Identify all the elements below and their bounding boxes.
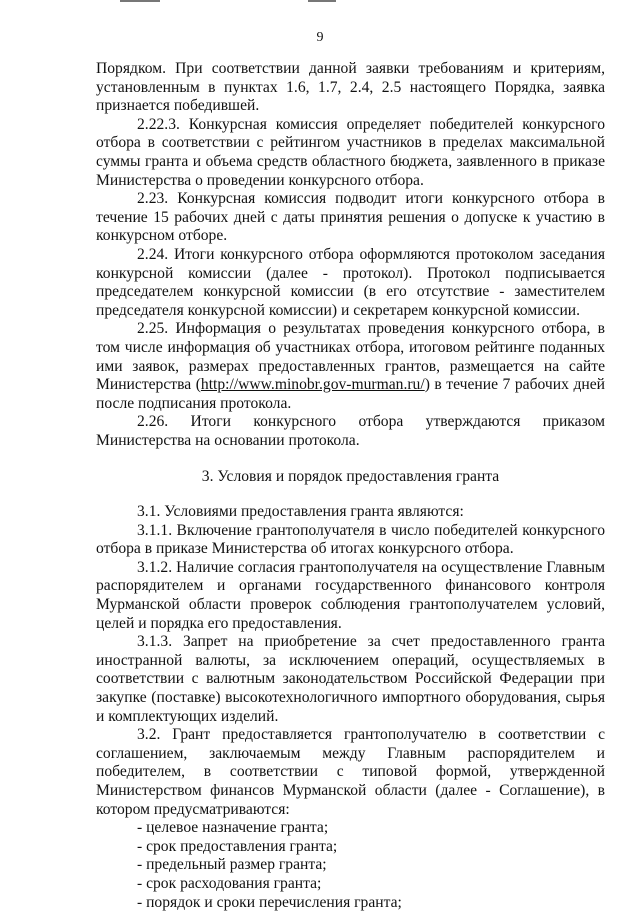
paragraph-2-25-text-before: 2.25. Информация о результатах проведения конкурсного отбора, в том числе информация об участниках отбора, итоговом рейтинге поданных ими заявок, размерах предоставленных грантов, размещается на сайте Министерства ( <box>96 320 605 394</box>
paragraph-2-26: 2.26. Итоги конкурсного отбора утверждаются приказом Министерства на основании протокола. <box>96 413 605 449</box>
paragraph-3-1-3: 3.1.3. Запрет на приобретение за счет предоставленного гранта иностранной валюты, за исключением операций, осуществляемых в соответствии с валютным законодательством Российской Федерации при закупке (поставке) высокотехнологичного импортного оборудования, сырья и комплектующих изделий. <box>96 633 605 725</box>
paragraph-2-24: 2.24. Итоги конкурсного отбора оформляются протоколом заседания конкурсной комиссии (далее - протокол). Протокол подписывается председателем конкурсной комиссии (в его отсутствие - заместителем председателя конкурсной комиссии) и секретарем конкурсной комиссии. <box>96 245 605 319</box>
scan-mark <box>120 0 160 2</box>
list-item: - срок расходования гранта; <box>137 874 322 892</box>
paragraph-2-22-3: 2.22.3. Конкурсная комиссия определяет победителей конкурсного отбора в соответствии с рейтингом участников в пределах максимальной суммы гранта и объема средств областного бюджета, заявленного в приказе Министерства о проведении конкурсного отбора. <box>96 115 605 189</box>
paragraph-2-25-text-after: ) в течение 7 рабочих дней после подписания протокола. <box>96 376 605 412</box>
ministry-website-link[interactable]: http://www.minobr.gov-murman.ru/ <box>200 376 425 394</box>
scan-mark <box>308 0 336 2</box>
list-item: - предельный размер гранта; <box>137 856 327 874</box>
list-item: - целевое назначение гранта; <box>137 819 329 837</box>
paragraph-2-25 <box>96 320 605 413</box>
section-3-heading: 3. Условия и порядок предоставления гранта <box>201 468 500 486</box>
agreement-terms-list <box>96 819 605 912</box>
page-number: 9 <box>316 30 324 45</box>
paragraph-3-1-1: 3.1.1. Включение грантополучателя в число победителей конкурсного отбора в приказе Министерства об итогах конкурсного отбора. <box>96 521 605 558</box>
document-body <box>96 60 605 912</box>
list-item: - порядок и сроки перечисления гранта; <box>137 893 402 911</box>
list-item: - срок предоставления гранта; <box>137 837 338 855</box>
paragraph-continuation: Порядком. При соответствии данной заявки требованиям и критериям, установленным в пунктах 1.6, 1.7, 2.4, 2.5 настоящего Порядка, заявка признается победившей. <box>96 60 605 115</box>
paragraph-3-1-2: 3.1.2. Наличие согласия грантополучателя на осуществление Главным распорядителем и органами государственного финансового контроля Мурманской области проверок соблюдения грантополучателем условий, целей и порядка его предоставления. <box>96 558 605 632</box>
paragraph-2-23: 2.23. Конкурсная комиссия подводит итоги конкурсного отбора в течение 15 рабочих дней с даты принятия решения о допуске к участию в конкурсном отборе. <box>96 190 605 245</box>
paragraph-3-2: 3.2. Грант предоставляется грантополучателю в соответствии с соглашением, заключаемым между Главным распорядителем и победителем, в соответствии с типовой формой, утвержденной Министерством финансов Мурманской области (далее - Соглашение), в котором предусматриваются: <box>96 726 605 818</box>
paragraph-3-1: 3.1. Условиями предоставления гранта являются: <box>137 503 464 521</box>
